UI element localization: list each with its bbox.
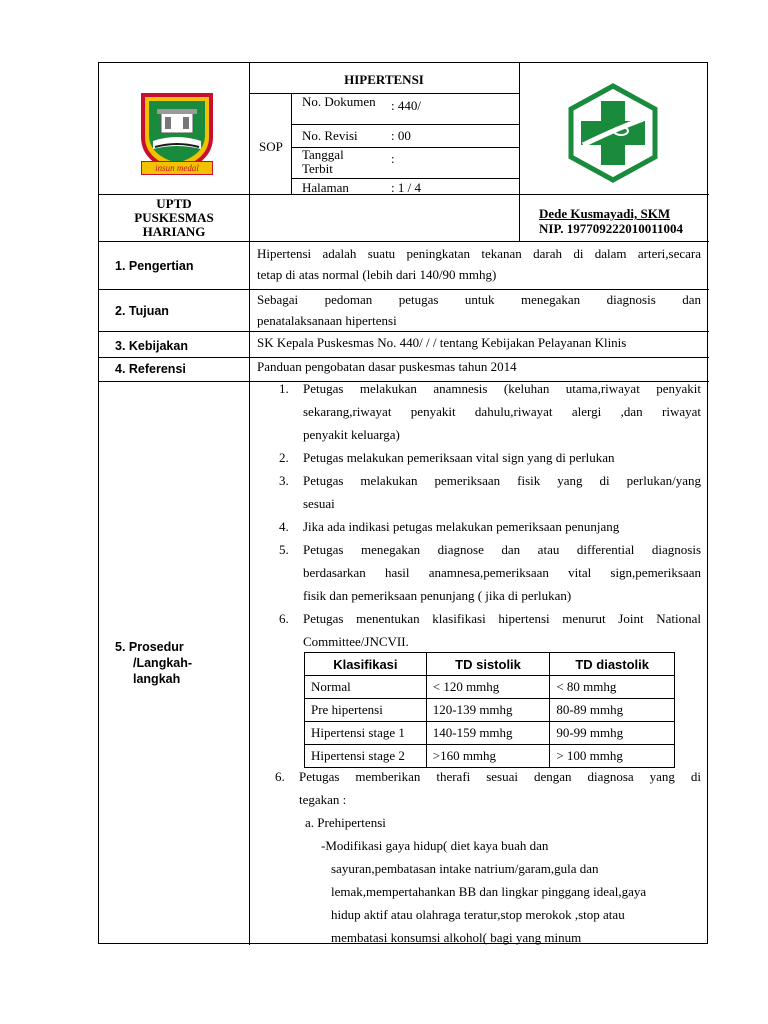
institution-line: PUSKESMAS [134,210,214,225]
text-line: berdasarkan hasil anamnesa,pemeriksaan vital sign,pemeriksaan [303,565,701,580]
text-line: sekarang,riwayat penyakit dahulu,riwayat alergi ,dan riwayat [303,404,701,419]
field-label-halaman: Halaman [302,180,349,195]
text-line: Hipertensi adalah suatu peningkatan tekanan darah di dalam arteri,secara [257,246,701,261]
step-number: 5. [279,542,289,557]
text-line: penyakit keluarga) [303,427,400,442]
classification-table [304,652,675,768]
divider [519,63,520,241]
text-line: penatalaksanaan hipertensi [257,313,397,328]
prehipertensi-text [321,834,701,949]
table-header: TD diastolik [550,653,675,676]
text-line: Jika ada indikasi petugas melakukan pemeriksaan penunjang [303,519,620,534]
table-cell: >160 mmhg [426,745,550,768]
table-cell: < 80 mmhg [550,676,675,699]
table-cell: < 120 mmhg [426,676,550,699]
document-title: HIPERTENSI [344,72,424,87]
institution-line: UPTD [156,196,192,211]
divider [249,63,250,945]
text-line: Committee/JNCVII. [303,634,409,649]
divider [291,124,519,125]
text-line: Petugas memberikan therafi sesuai dengan diagnosa yang di [299,769,701,784]
field-label-no-revisi: No. Revisi [302,128,358,143]
table-cell: Normal [305,676,427,699]
table-header: Klasifikasi [305,653,427,676]
label-referensi: 4. Referensi [115,362,186,376]
divider [291,178,519,179]
table-cell: > 100 mmhg [550,745,675,768]
field-value-halaman: : 1 / 4 [391,180,421,195]
text-line: -Modifikasi gaya hidup( diet kaya buah dan [321,838,549,853]
table-cell: 90-99 mmhg [550,722,675,745]
logo-motto: insun medal [141,161,213,175]
text-line: Petugas melakukan anamnesis (keluhan utama,riwayat penyakit [303,381,701,396]
label-pengertian: 1. Pengertian [115,259,194,273]
step-text [303,607,701,653]
label-tujuan: 2. Tujuan [115,304,169,318]
step-number: 3. [279,473,289,488]
field-value-no-revisi: : 00 [391,128,411,143]
table-cell: 120-139 mmhg [426,699,550,722]
signer-nip: NIP. 197709222010011004 [539,221,683,236]
field-value-no-dokumen: : 440/ [391,98,421,113]
pengertian-text [257,243,701,285]
sop-document [98,62,708,944]
text-line: Petugas melakukan pemeriksaan fisik yang di perlukan/yang [303,473,701,488]
label-line: /Langkah- [133,656,193,670]
step-number: 2. [279,450,289,465]
label-line: langkah [133,672,181,686]
text-line: membatasi konsumsi alkohol( bagi yang minum [331,930,582,945]
sub-item-prehipertensi: a. Prehipertensi [305,815,386,830]
table-cell: 140-159 mmhg [426,722,550,745]
step-text [303,377,701,446]
step-number: 1. [279,381,289,396]
text-line: tegakan : [299,792,347,807]
text-line: Petugas menegakan diagnose dan atau differential diagnosis [303,542,701,557]
field-value-tanggal-terbit: : [391,151,395,166]
signer-name: Dede Kusmayadi, SKM [539,206,671,221]
table-row [305,699,675,722]
table-cell: 80-89 mmhg [550,699,675,722]
puskesmas-logo [563,83,663,183]
step-text [303,538,701,607]
step-text [303,446,701,469]
text-line: lemak,mempertahankan BB dan lingkar pinggang ideal,gaya [331,884,647,899]
kebijakan-text: SK Kepala Puskesmas No. 440/ / / tentang Kebijakan Pelayanan Klinis [257,335,627,350]
text-line: Sebagai pedoman petugas untuk menegakan diagnosis dan [257,292,701,307]
text-line: sesuai [303,496,335,511]
text-line: fisik dan pemeriksaan penunjang ( jika di perlukan) [303,588,572,603]
table-cell: Pre hipertensi [305,699,427,722]
divider [99,357,709,358]
text-line: Petugas melakukan pemeriksaan vital sign yang di perlukan [303,450,615,465]
step-text [299,765,701,811]
step-text [303,469,701,515]
regency-logo [135,91,219,179]
institution-line: HARIANG [142,224,206,239]
text-line: tetap di atas normal (lebih dari 140/90 mmhg) [257,267,497,282]
divider [291,93,292,194]
text-line: hidup aktif atau olahraga teratur,stop merokok ,stop atau [331,907,625,922]
divider [249,93,519,94]
institution-name [99,197,249,239]
table-cell: Hipertensi stage 2 [305,745,427,768]
text-line: Petugas menentukan klasifikasi hipertensi menurut Joint National [303,611,701,626]
label-prosedur [115,639,192,687]
table-cell: Hipertensi stage 1 [305,722,427,745]
label-line: 5. Prosedur [115,640,184,654]
step-number: 4. [279,519,289,534]
table-header-row [305,653,675,676]
step-text [303,515,701,538]
label-kebijakan: 3. Kebijakan [115,339,188,353]
field-label-tanggal-terbit: Tanggal Terbit [302,147,344,176]
table-header: TD sistolik [426,653,550,676]
referensi-text: Panduan pengobatan dasar puskesmas tahun 2014 [257,359,517,374]
step-number: 6. [275,769,285,784]
text-line: sayuran,pembatasan intake natrium/garam,gula dan [331,861,599,876]
field-label-no-dokumen: No. Dokumen [302,94,376,109]
table-row [305,722,675,745]
divider [99,331,709,332]
step-number: 6. [279,611,289,626]
table-row [305,676,675,699]
divider [99,241,709,242]
sop-label: SOP [259,139,283,154]
tujuan-text [257,289,701,331]
